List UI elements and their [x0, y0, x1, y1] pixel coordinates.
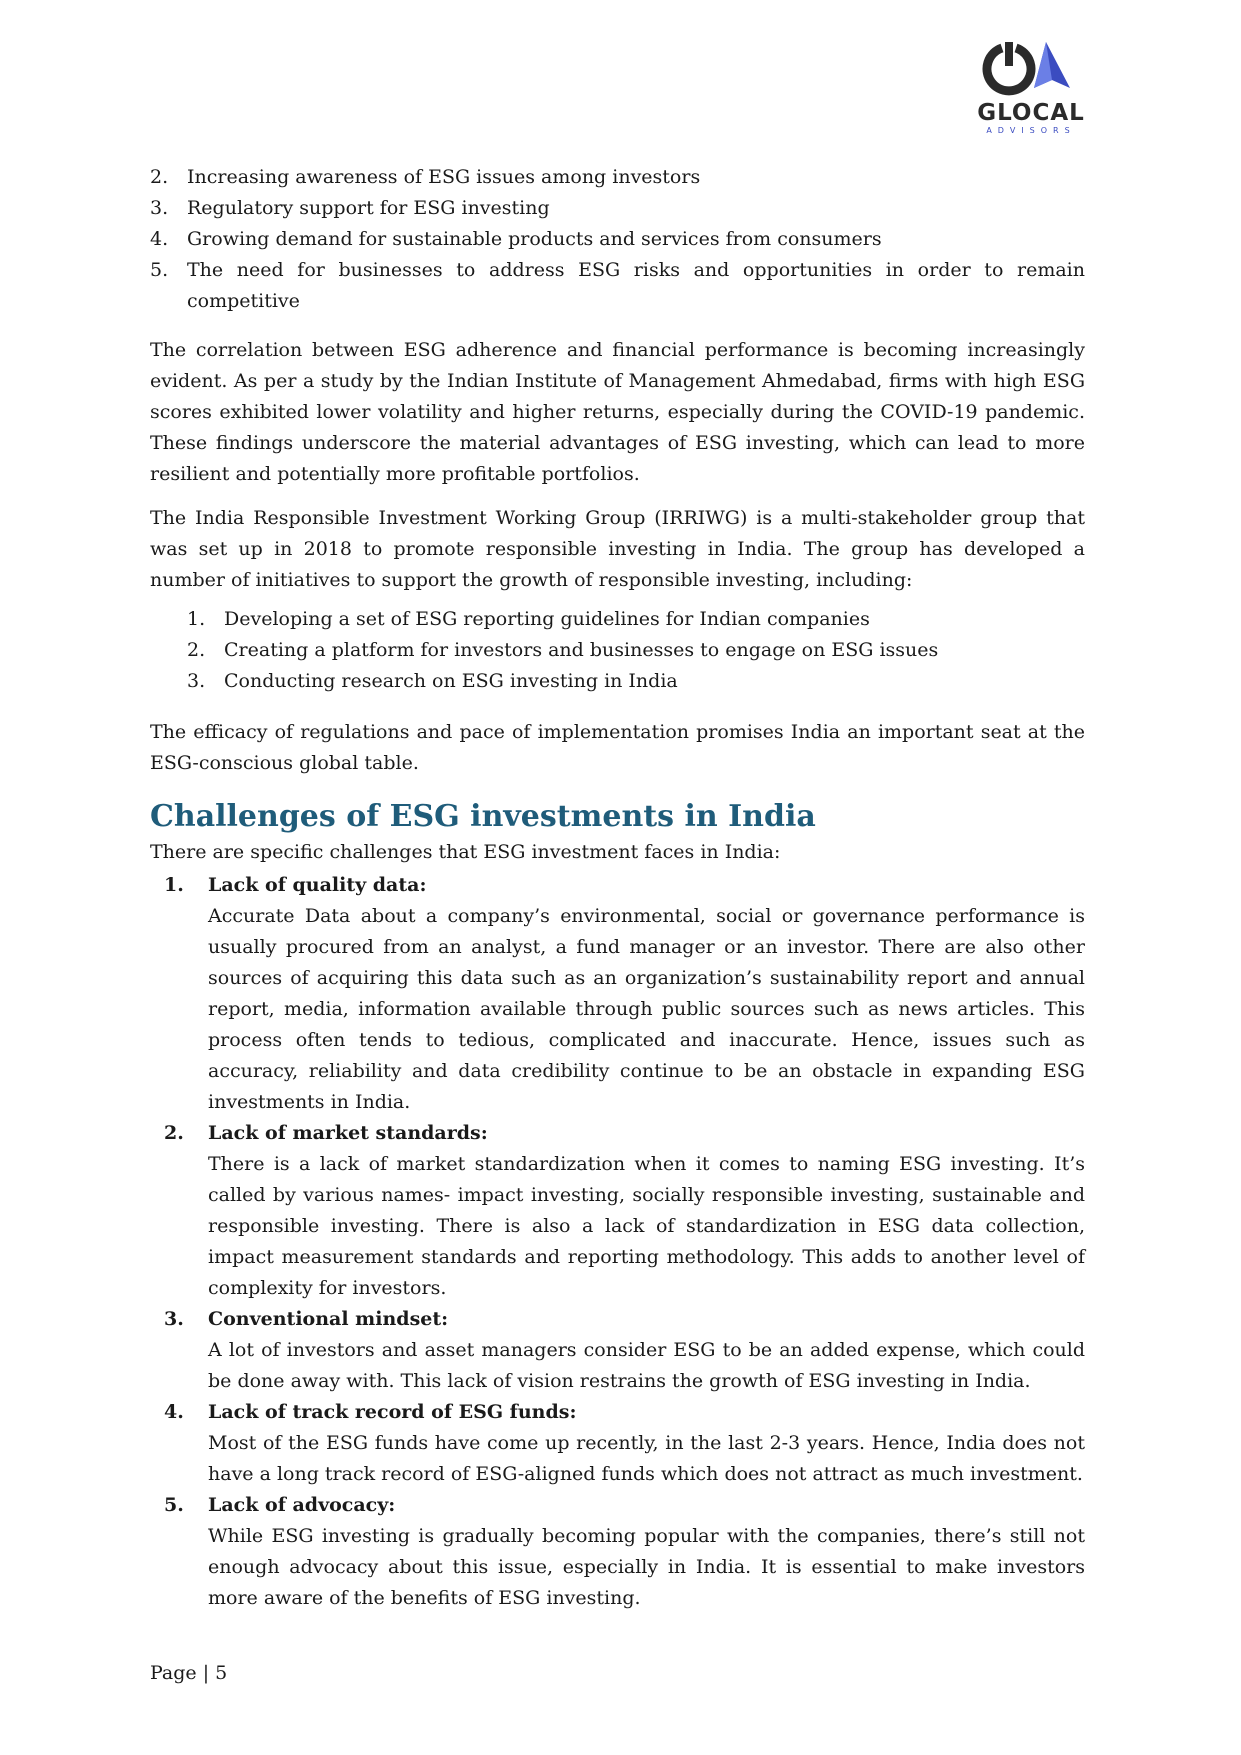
list-number: 5.	[150, 259, 169, 281]
list-number: 1.	[187, 608, 206, 630]
challenge-item	[150, 1118, 1085, 1304]
challenge-number: 1.	[164, 874, 184, 896]
drivers-list	[150, 162, 1085, 317]
challenge-number: 4.	[164, 1401, 184, 1423]
list-text: Increasing awareness of ESG issues among investors	[187, 166, 701, 188]
list-item	[150, 193, 1085, 224]
paragraph-correlation: The correlation between ESG adherence and financial performance is becoming increasingly evident. As per a study by the Indian Institute of Management Ahmedabad, firms with high ESG scores exhibited lower volatility and higher returns, especially during the COVID-19 pandemic. These findings underscore the material advantages of ESG investing, which can lead to more resilient and potentially more profitable portfolios.	[150, 339, 1085, 485]
list-text: Developing a set of ESG reporting guidelines for Indian companies	[224, 608, 870, 630]
challenge-description: Accurate Data about a company’s environmental, social or governance performance is usually procured from an analyst, a fund manager or an investor. There are also other sources of acquiring this data such as an organization’s sustainability report and annual report, media, information available through public sources such as news articles. This process often tends to tedious, complicated and inaccurate. Hence, issues such as accuracy, reliability and data credibility continue to be an obstacle in expanding ESG investments in India.	[208, 905, 1085, 1113]
paragraph-efficacy: The efficacy of regulations and pace of implementation promises India an important seat at the ESG-conscious global table.	[150, 721, 1085, 774]
list-item	[187, 666, 1085, 697]
list-text: Creating a platform for investors and businesses to engage on ESG issues	[224, 639, 939, 661]
challenge-description: A lot of investors and asset managers consider ESG to be an added expense, which could be done away with. This lack of vision restrains the growth of ESG investing in India.	[208, 1339, 1085, 1392]
list-text: Regulatory support for ESG investing	[187, 197, 550, 219]
page-number: Page | 5	[150, 1662, 228, 1684]
challenge-title: Conventional mindset:	[208, 1308, 449, 1330]
list-text: Growing demand for sustainable products and services from consumers	[187, 228, 882, 250]
challenge-title: Lack of market standards:	[208, 1122, 488, 1144]
list-item	[187, 604, 1085, 635]
challenge-number: 5.	[164, 1494, 184, 1516]
challenge-item	[150, 1490, 1085, 1614]
section-heading: Challenges of ESG investments in India	[150, 799, 816, 834]
challenge-item	[150, 1304, 1085, 1397]
list-number: 2.	[150, 166, 169, 188]
list-item	[150, 224, 1085, 255]
list-text: The need for businesses to address ESG risks and opportunities in order to remain competitive	[187, 259, 1085, 312]
list-item	[187, 635, 1085, 666]
section-intro: There are specific challenges that ESG investment faces in India:	[150, 841, 781, 863]
challenge-number: 3.	[164, 1308, 184, 1330]
challenge-title: Lack of advocacy:	[208, 1494, 396, 1516]
challenge-title: Lack of quality data:	[208, 874, 427, 896]
challenge-number: 2.	[164, 1122, 184, 1144]
list-item	[150, 255, 1085, 317]
list-number: 2.	[187, 639, 206, 661]
logo-name: GLOCAL	[977, 100, 1085, 126]
list-text: Conducting research on ESG investing in India	[224, 670, 678, 692]
challenge-description: Most of the ESG funds have come up recently, in the last 2-3 years. Hence, India does not have a long track record of ESG-aligned funds which does not attract as much investment.	[208, 1432, 1085, 1485]
list-item	[150, 162, 1085, 193]
challenge-title: Lack of track record of ESG funds:	[208, 1401, 577, 1423]
list-number: 3.	[150, 197, 169, 219]
main-content	[150, 162, 1085, 1614]
challenge-description: While ESG investing is gradually becoming popular with the companies, there’s still not enough advocacy about this issue, especially in India. It is essential to make investors more aware of the benefits of ESG investing.	[208, 1525, 1085, 1609]
logo-subtitle: ADVISORS	[986, 126, 1076, 135]
challenge-description: There is a lack of market standardization when it comes to naming ESG investing. It’s called by various names- impact investing, socially responsible investing, sustainable and responsible investing. There is also a lack of standardization in ESG data collection, impact measurement standards and reporting methodology. This adds to another level of complexity for investors.	[208, 1153, 1085, 1299]
challenge-item	[150, 870, 1085, 1118]
paragraph-irriwg: The India Responsible Investment Working Group (IRRIWG) is a multi-stakeholder group that was set up in 2018 to promote responsible investing in India. The group has developed a number of initiatives to support the growth of responsible investing, including:	[150, 507, 1085, 591]
challenges-list	[150, 870, 1085, 1614]
initiatives-list	[187, 604, 1085, 697]
list-number: 4.	[150, 228, 169, 250]
challenge-item	[150, 1397, 1085, 1490]
list-number: 3.	[187, 670, 206, 692]
